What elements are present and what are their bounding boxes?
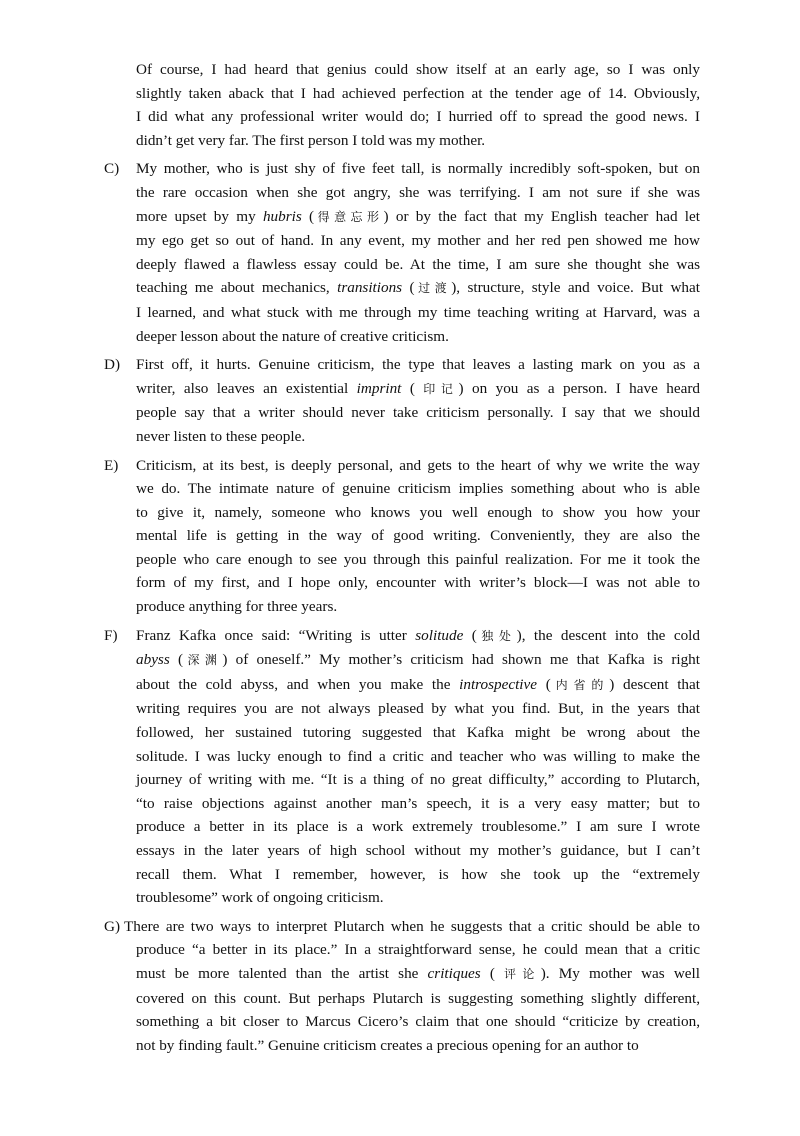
chinese-gloss: 独处 [476, 628, 517, 643]
text-run: mental life is getting in the way of good writing. Conveniently, they are also the [136, 527, 700, 545]
text-run: ( [401, 379, 424, 397]
paragraph-label: F) [104, 626, 118, 644]
text-line [136, 745, 700, 769]
text-run: must be more talented than the artist she [136, 964, 428, 982]
paragraph-g [104, 915, 700, 1058]
text-run: we do. The intimate nature of genuine criticism implies something about who is able [136, 480, 700, 498]
text-line [136, 938, 700, 962]
paragraph-f [104, 624, 700, 910]
text-run: ( [463, 626, 477, 644]
text-line [136, 624, 700, 649]
text-run: produce a better in its place is a work extremely troublesome.” I am sure I wrote [136, 818, 700, 836]
vocab-term: critiques [427, 964, 481, 982]
text-line [136, 648, 700, 673]
text-line [136, 839, 700, 863]
paragraph-continued [104, 58, 700, 152]
text-line [136, 721, 700, 745]
text-line [136, 58, 700, 82]
text-line [124, 915, 700, 939]
text-line [136, 595, 700, 619]
text-run: ), the descent into the cold [516, 626, 700, 644]
text-run: My mother, who is just shy of five feet tall, is normally incredibly soft-spoken, but on [136, 160, 700, 178]
text-run: never listen to these people. [136, 427, 306, 445]
text-line [136, 477, 700, 501]
text-run: didn’t get very far. The first person I told was my mother. [136, 131, 486, 149]
vocab-term: hubris [262, 207, 302, 225]
chinese-gloss: 过渡 [414, 281, 452, 296]
chinese-gloss: 评论 [504, 966, 541, 981]
text-run: ), structure, style and voice. But what [451, 279, 700, 297]
text-run: solitude. I was lucky enough to find a critic and teacher who was willing to make the [136, 747, 700, 765]
text-run: ( [402, 279, 415, 297]
text-line [136, 815, 700, 839]
text-line [136, 229, 700, 253]
text-run: ( [480, 964, 505, 982]
text-line [136, 863, 700, 887]
text-run: covered on this count. But perhaps Plutarch is suggesting something slightly different, [136, 989, 700, 1007]
text-line [136, 105, 700, 129]
text-run: teaching me about mechanics, [136, 279, 338, 297]
vocab-term: transitions [337, 279, 403, 297]
text-line [136, 962, 700, 987]
text-run: ( [169, 651, 184, 669]
text-run: ). My mother was well [540, 964, 700, 982]
text-run: slightly taken aback that I had achieved perfection at the tender age of 14. Obviously, [136, 84, 700, 102]
text-run: deeper lesson about the nature of creative criticism. [136, 327, 449, 345]
text-line [136, 501, 700, 525]
text-run: writing requires you are not always pleased by what you find. But, in the years that [136, 700, 700, 718]
text-run: “to raise objections against another man’s speech, it is a very easy matter; but to [136, 794, 700, 812]
text-line [136, 401, 700, 425]
text-line [136, 425, 700, 449]
text-run: Of course, I had heard that genius could show itself at an early age, so I was only [136, 61, 700, 78]
paragraph-label: C) [104, 160, 120, 178]
chinese-gloss: 得意忘形 [314, 209, 384, 224]
text-run: ( [537, 675, 551, 693]
text-line [136, 886, 700, 910]
text-line [136, 325, 700, 349]
text-line [136, 301, 700, 325]
text-line [136, 353, 700, 377]
text-run: I learned, and what stuck with me through my time teaching writing at Harvard, was a [136, 303, 700, 321]
text-run: essays in the later years of high school without my mother’s guidance, but I can’t [136, 842, 700, 859]
text-run: not by finding fault.” Genuine criticism creates a precious opening for an author to [136, 1036, 639, 1054]
paragraph-e [104, 454, 700, 619]
text-run: about the cold abyss, and when you make the [136, 675, 460, 693]
text-run: First off, it hurts. Genuine criticism, the type that leaves a lasting mark on you as a [136, 356, 700, 374]
text-line [136, 181, 700, 205]
text-run: to give it, namely, someone who knows you well enough to show you how your [136, 503, 700, 521]
passage-body [104, 58, 700, 1062]
text-run: ) of oneself.” My mother’s criticism had shown me that Kafka is right [222, 651, 700, 669]
text-line [136, 1010, 700, 1034]
text-run: deeply flawed a flawless essay could be. At the time, I am sure she thought she was [136, 255, 700, 273]
text-run: ) descent that [609, 675, 700, 693]
text-run: something a bit closer to Marcus Cicero’s claim that one should “criticize by creation, [136, 1013, 700, 1031]
text-run: ) or by the fact that my English teacher had let [383, 207, 700, 225]
text-run: my ego get so out of hand. In any event, my mother and her red pen showed me how [136, 232, 700, 250]
text-line [136, 1034, 700, 1058]
text-run: ( [301, 207, 315, 225]
paragraph-label: G) [104, 917, 121, 935]
text-line [136, 987, 700, 1011]
paragraph-label: D) [104, 356, 121, 374]
text-run: the rare occasion when she got angry, she was terrifying. I am not sure if she was [136, 183, 700, 201]
paragraph-d [104, 353, 700, 448]
text-run: produce “a better in its place.” In a straightforward sense, he could mean that a critic [136, 941, 700, 959]
text-run: troublesome” work of ongoing criticism. [136, 889, 384, 907]
text-line [136, 129, 700, 153]
text-line [136, 697, 700, 721]
text-run: followed, her sustained tutoring suggested that Kafka might be wrong about the [136, 724, 700, 742]
text-line [136, 524, 700, 548]
paragraph-label: E) [104, 456, 119, 474]
text-run: people say that a writer should never take criticism personally. I say that we should [136, 404, 700, 422]
text-run: I did what any professional writer would do; I hurried off to spread the good news. I [136, 108, 700, 126]
text-line [136, 548, 700, 572]
text-line [136, 276, 700, 301]
text-run: form of my first, and I hope only, encounter with writer’s block—I was not able to [136, 574, 700, 592]
text-run: Criticism, at its best, is deeply personal, and gets to the heart of why we write the way [136, 456, 700, 474]
text-run: There are two ways to interpret Plutarch when he suggests that a critic should be able to [124, 917, 700, 935]
text-line [136, 673, 700, 698]
vocab-term: introspective [459, 675, 538, 693]
text-line [136, 82, 700, 106]
chinese-gloss: 深渊 [183, 653, 223, 668]
text-run: people who care enough to see you through this painful realization. For me it took the [136, 550, 700, 568]
text-line [136, 253, 700, 277]
text-line [136, 768, 700, 792]
text-line [136, 454, 700, 478]
text-run: more upset by my [136, 207, 263, 225]
text-run: recall them. What I remember, however, is how she took up the “extremely [136, 865, 700, 883]
text-line [136, 377, 700, 402]
text-line [136, 157, 700, 181]
text-run: writer, also leaves an existential [136, 379, 357, 397]
text-run: Franz Kafka once said: “Writing is utter [136, 626, 416, 644]
text-line [136, 792, 700, 816]
text-run: ) on you as a person. I have heard [458, 379, 700, 397]
paragraph-c [104, 157, 700, 348]
text-run: produce anything for three years. [136, 598, 338, 616]
vocab-term: abyss [136, 651, 170, 669]
text-run: journey of writing with me. “It is a thing of no great difficulty,” according to Plutarch, [136, 771, 700, 789]
vocab-term: solitude [415, 626, 464, 644]
chinese-gloss: 内省的 [550, 677, 610, 692]
vocab-term: imprint [356, 379, 402, 397]
chinese-gloss: 印记 [423, 381, 459, 396]
text-line [136, 571, 700, 595]
text-line [136, 205, 700, 230]
